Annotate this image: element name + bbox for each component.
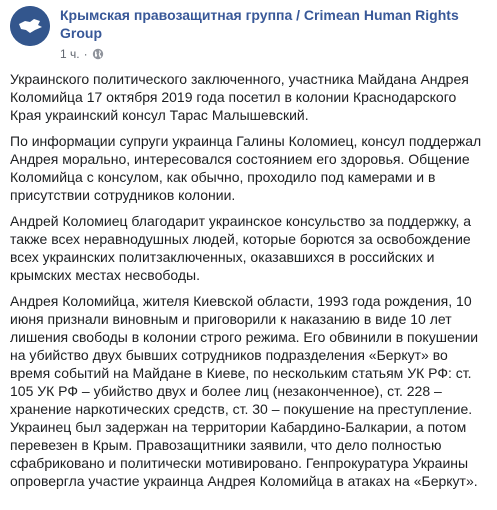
post-paragraph: Украинского политического заключенного, участника Майдана Андрея Коломийца 17 октября 2019 года посетил в колонии Краснодарского Края украинский консул Тарас Малышевский. — [10, 71, 469, 123]
post-paragraph: Андрей Коломиец благодарит украинское консульство за поддержку, а также всех неравнодушных людей, которые борются за освобождение всех украинских политзаключенных, оказавшихся в российских и крымских местах несвободы. — [10, 213, 472, 283]
page-avatar[interactable] — [10, 6, 50, 46]
post-meta — [60, 46, 104, 62]
meta-separator: · — [83, 47, 88, 61]
post-header — [10, 6, 490, 62]
post-paragraph: По информации супруги украинца Галины Коломиец, консул поддержал Андрея морально, интересовался состоянием его здоровья. Общение Коломийца с консулом, как обычно, проходило под камерами и в присутствии сотрудников колонии. — [10, 133, 482, 203]
author-name-link[interactable]: Крымская правозащитная группа / Crimean Human Rights Group — [60, 7, 459, 41]
post-content — [10, 70, 488, 498]
post-timestamp[interactable]: 1 ч. — [60, 47, 80, 61]
post-paragraph: Андрея Коломийца, жителя Киевской области, 1993 года рождения, 10 июня признали виновным и приговорили к наказанию в виде 10 лет лишения свободы в колонии строго режима. Его обвинили в покушении на убийство двух бывших сотрудников подразделения «Беркут» во время событий на Майдане в Киеве, по нескольким статьям УК РФ: ст. 105 УК РФ – убийство двух и более лиц (незаконченное), ст. 228 – хранение наркотических средств, ст. 30 – покушение на преступление. Украинец был задержан на территории Кабардино-Балкарии, а потом перевезен в Крым. Правозащитники заявили, что дело полностью сфабриковано и политически мотивировано. Генпрокуратура Украины опровергла участие украинца Андрея Коломийца в атаках на «Беркут». — [10, 293, 479, 489]
crimea-logo-icon — [10, 6, 50, 46]
globe-icon[interactable] — [92, 48, 104, 60]
